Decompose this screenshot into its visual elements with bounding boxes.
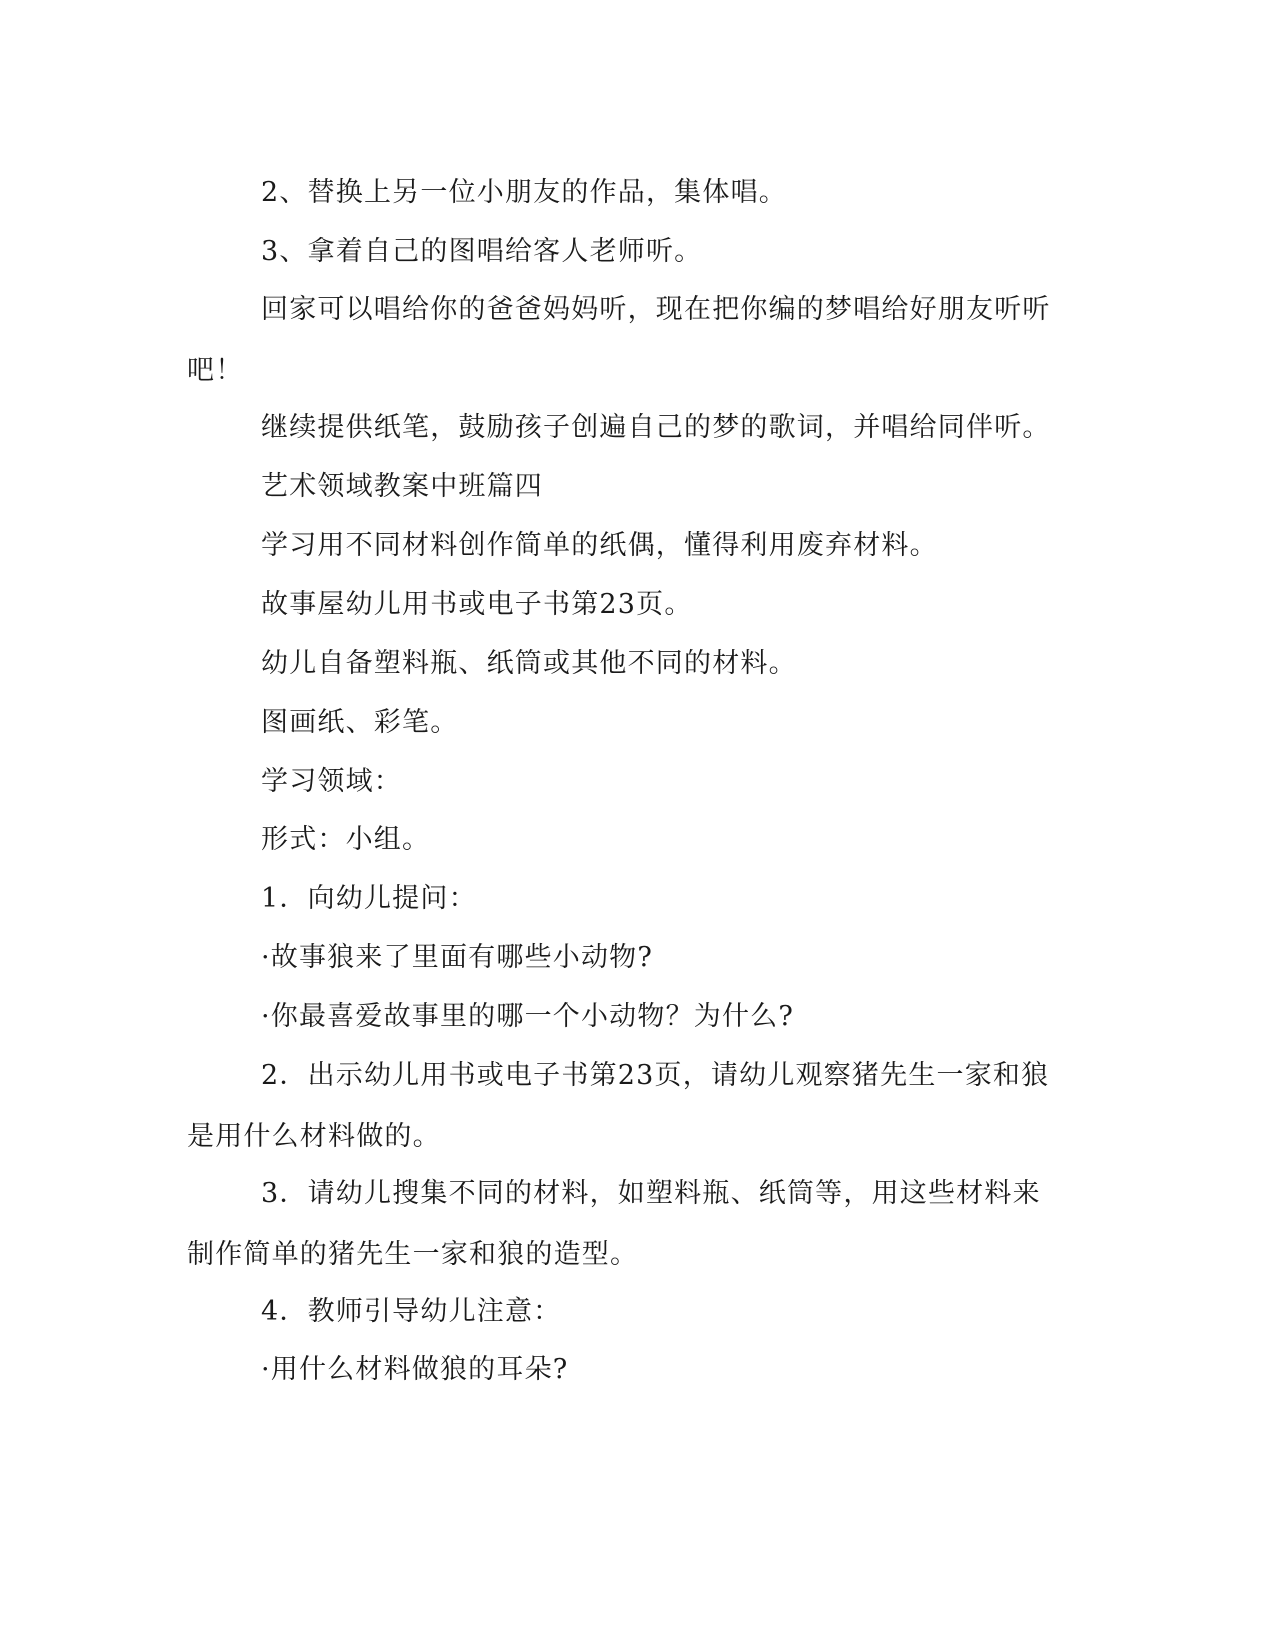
paragraph-question-animals: ·故事狼来了里面有哪些小动物?: [261, 942, 654, 973]
paragraph-step-2: 2、替换上另一位小朋友的作品，集体唱。: [261, 177, 787, 208]
section-heading: 艺术领域教案中班篇四: [261, 471, 543, 502]
paragraph-sing-home: 回家可以唱给你的爸爸妈妈听，现在把你编的梦唱给好朋友听听吧！: [187, 294, 1051, 386]
paragraph-goal: 学习用不同材料创作简单的纸偶，懂得利用废弃材料。: [261, 530, 938, 561]
paragraph-learning-area: 学习领域：: [261, 766, 402, 797]
paragraph-step-4-guide: 4．教师引导幼儿注意：: [261, 1296, 562, 1327]
paragraph-material-bottles: 幼儿自备塑料瓶、纸筒或其他不同的材料。: [261, 648, 797, 679]
paragraph-extension: 继续提供纸笔，鼓励孩子创遍自己的梦的歌词，并唱给同伴听。: [261, 412, 1051, 443]
paragraph-step-3-collect: 3．请幼儿搜集不同的材料，如塑料瓶、纸筒等，用这些材料来制作简单的猪先生一家和狼的造型。: [187, 1178, 1041, 1270]
paragraph-material-paper: 图画纸、彩笔。: [261, 707, 459, 738]
paragraph-question-favorite: ·你最喜爱故事里的哪一个小动物？为什么?: [261, 1001, 795, 1032]
paragraph-step-3: 3、拿着自己的图唱给客人老师听。: [261, 236, 703, 267]
paragraph-format: 形式：小组。: [261, 824, 431, 855]
paragraph-step-1-ask: 1．向幼儿提问：: [261, 883, 477, 914]
paragraph-step-2-observe: 2．出示幼儿用书或电子书第23页，请幼儿观察猪先生一家和狼是用什么材料做的。: [187, 1060, 1050, 1152]
paragraph-material-book: 故事屋幼儿用书或电子书第23页。: [261, 589, 693, 620]
paragraph-question-ears: ·用什么材料做狼的耳朵?: [261, 1354, 569, 1385]
